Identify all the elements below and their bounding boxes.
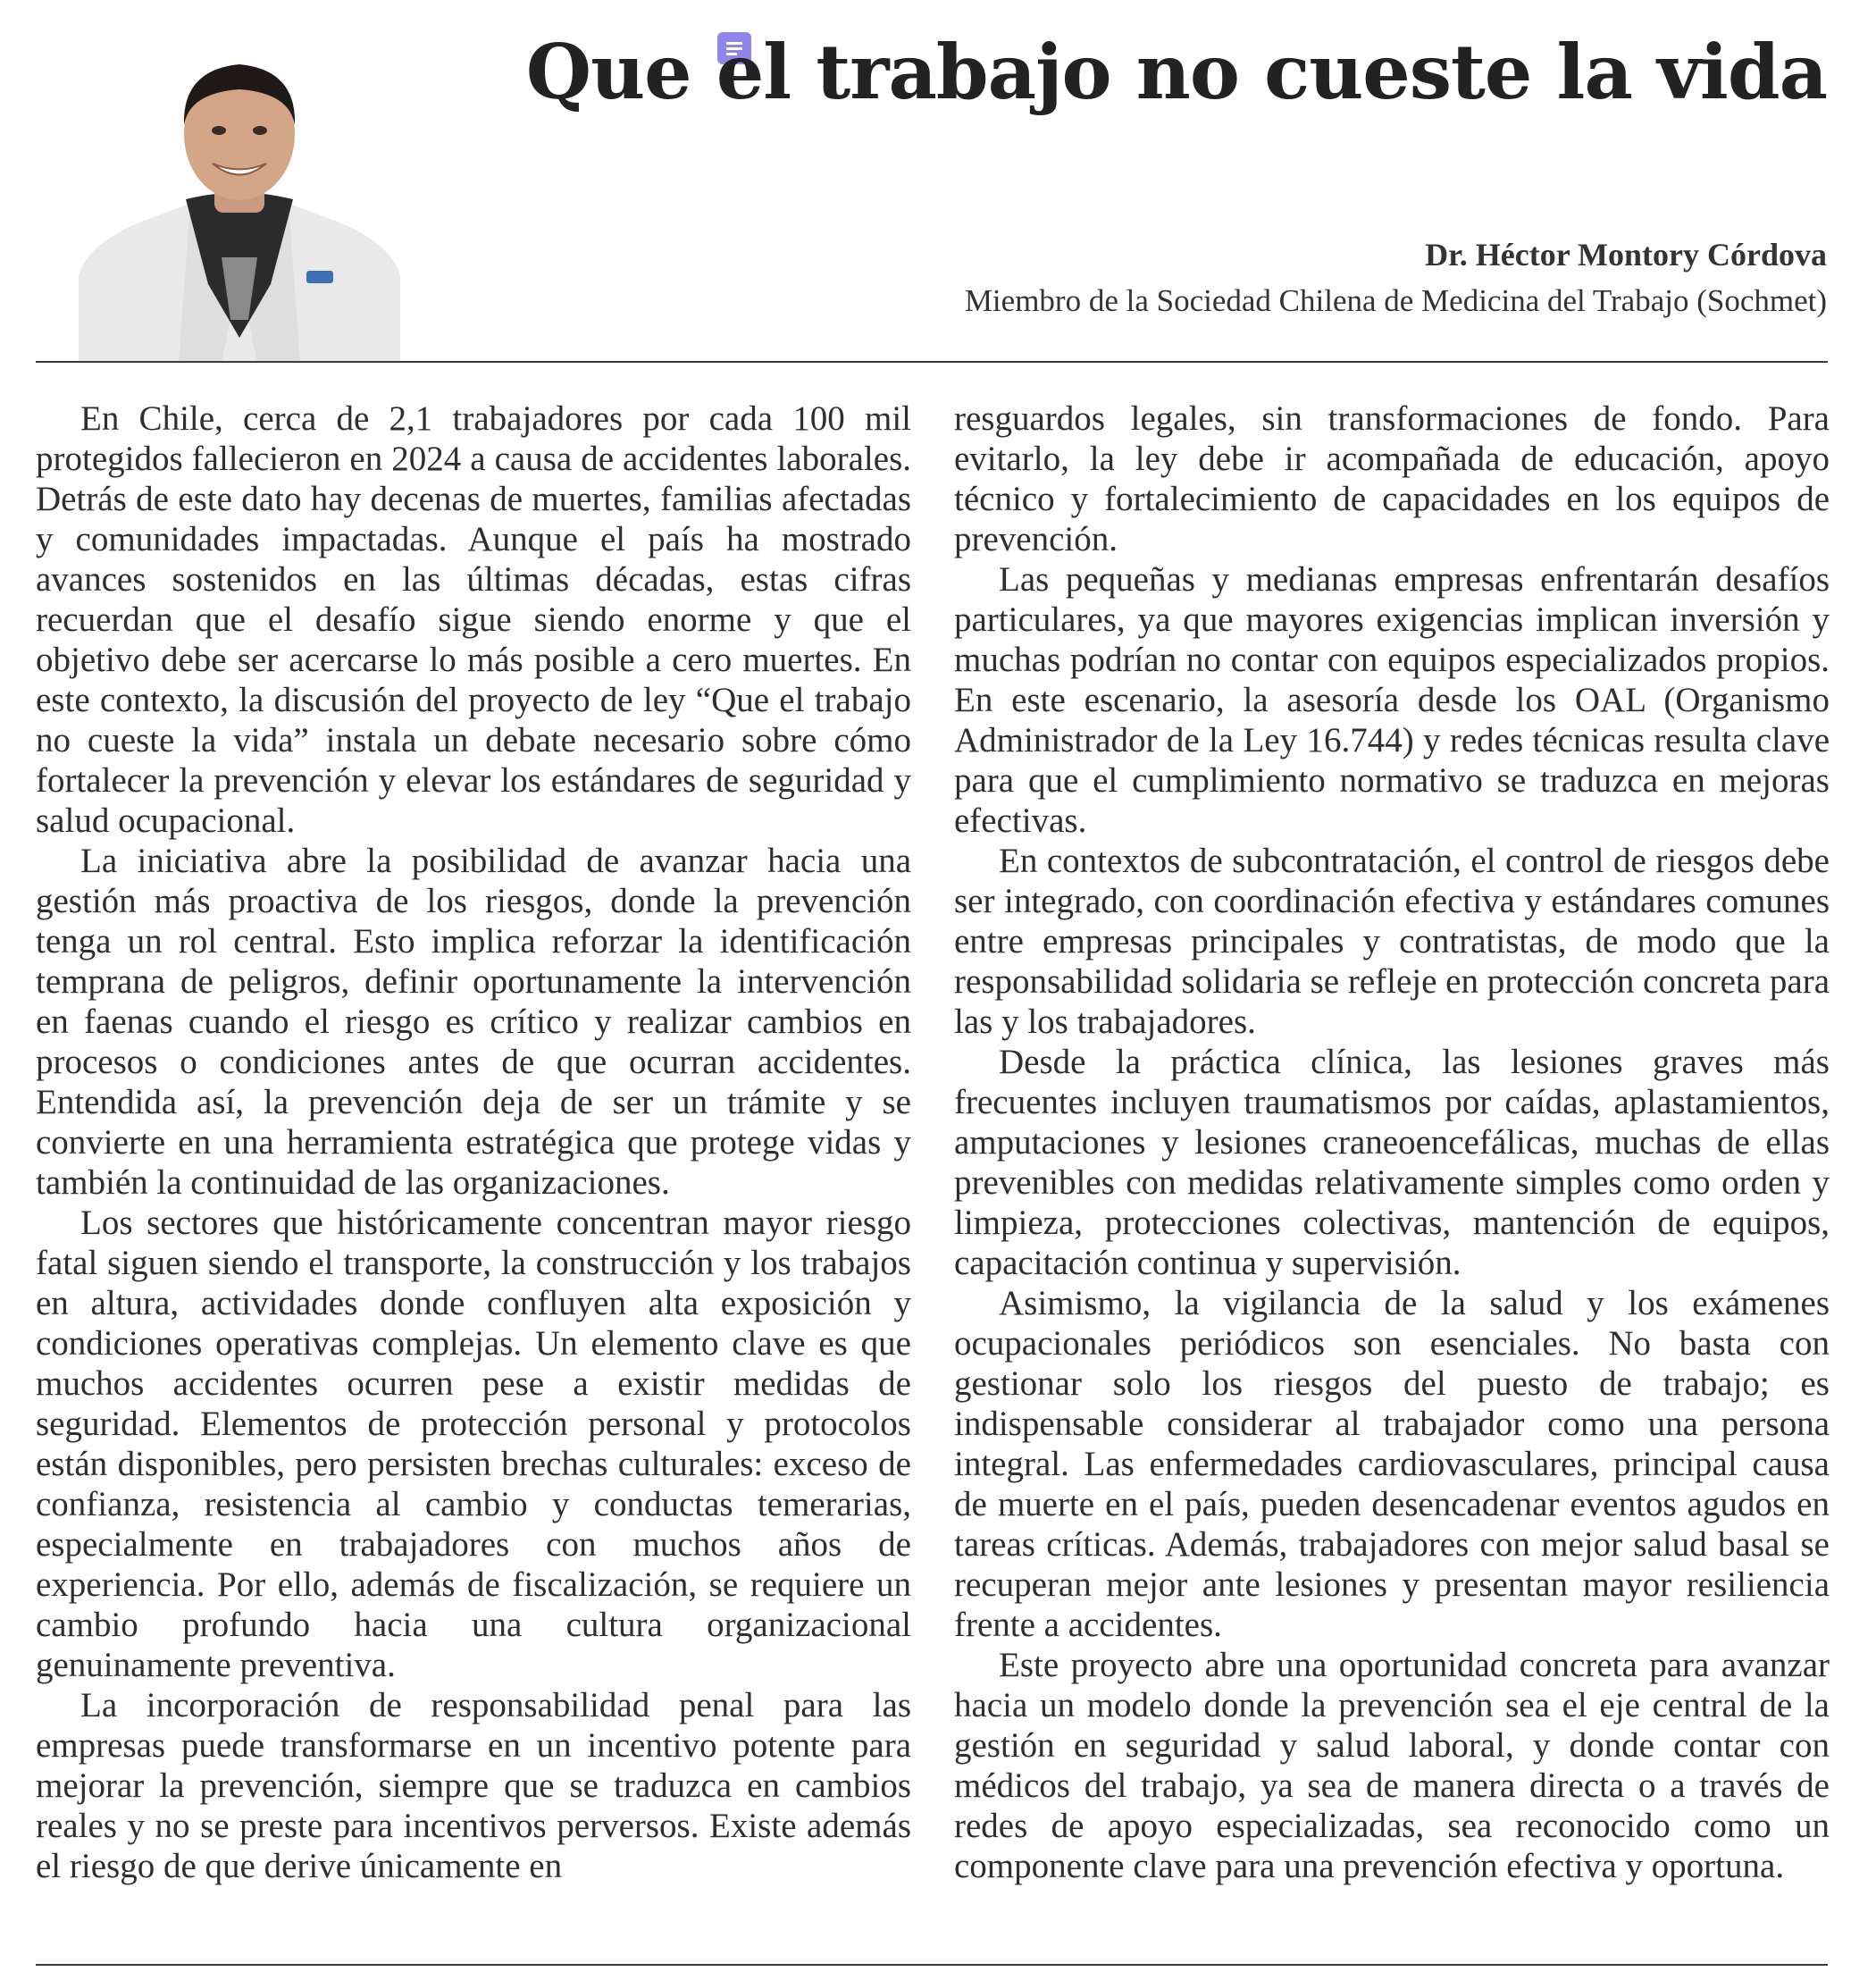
left-column <box>36 399 911 1886</box>
paragraph: Desde la práctica clínica, las lesiones graves más frecuentes incluyen traumatismos por caídas, aplastamientos, amputaciones y lesiones craneoencefálicas, muchas de ellas prevenibles con medidas relativamente simples como orden y limpieza, protecciones colectivas, mantención de equipos, capacitación continua y supervisión. <box>954 1043 1830 1282</box>
author-name: Dr. Héctor Montory Córdova <box>1425 237 1827 273</box>
right-column <box>954 399 1830 1886</box>
paragraph: Los sectores que históricamente concentran mayor riesgo fatal siguen siendo el transporte, la construcción y los trabajos en altura, actividades donde confluyen alta exposición y condiciones operativas complejas. Un elemento clave es que muchos accidentes ocurren pese a existir medidas de seguridad. Elementos de protección personal y protocolos están disponibles, pero persisten brechas culturales: exceso de confianza, resistencia al cambio y conductas temerarias, especialmente en trabajadores con muchos años de experiencia. Por ello, además de fiscalización, se requiere un cambio profundo hacia una cultura organizacional genuinamente preventiva. <box>36 1204 911 1684</box>
top-divider <box>36 361 1828 363</box>
paragraph: Las pequeñas y medianas empresas enfrentarán desafíos particulares, ya que mayores exigencias implican inversión y muchas podrían no contar con equipos especializados propios. En este escenario, la asesoría desde los OAL (Organismo Administrador de la Ley 16.744) y redes técnicas resulta clave para que el cumplimiento normativo se traduzca en mejoras efectivas. <box>954 560 1830 840</box>
paragraph: En contextos de subcontratación, el control de riesgos debe ser integrado, con coordinación efectiva y estándares comunes entre empresas principales y contratistas, de modo que la responsabilidad solidaria se refleje en protección concreta para las y los trabajadores. <box>954 842 1830 1041</box>
paragraph: La incorporación de responsabilidad penal para las empresas puede transformarse en un incentivo potente para mejorar la prevención, siempre que se traduzca en cambios reales y no se preste para incentivos perversos. Existe además el riesgo de que derive únicamente en <box>36 1686 911 1885</box>
article-title: Que el trabajo no cueste la vida <box>525 28 1827 116</box>
author-affiliation: Miembro de la Sociedad Chilena de Medicina del Trabajo (Sochmet) <box>964 283 1827 318</box>
paragraph-continued: resguardos legales, sin transformaciones de fondo. Para evitarlo, la ley debe ir acompañada de educación, apoyo técnico y fortalecimiento de capacidades en los equipos de prevención. <box>954 399 1830 558</box>
author-portrait-icon <box>79 52 400 363</box>
author-photo <box>79 52 400 363</box>
bottom-divider <box>36 1964 1828 1966</box>
paragraph: Este proyecto abre una oportunidad concreta para avanzar hacia un modelo donde la prevención sea el eje central de la gestión en seguridad y salud laboral, y donde contar con médicos del trabajo, ya sea de manera directa o a través de redes de apoyo especializadas, sea reconocido como un componente clave para una prevención efectiva y oportuna. <box>954 1646 1830 1885</box>
paragraph: La iniciativa abre la posibilidad de avanzar hacia una gestión más proactiva de los riesgos, donde la prevención tenga un rol central. Esto implica reforzar la identificación temprana de peligros, definir oportunamente la intervención en faenas cuando el riesgo es crítico y realizar cambios en procesos o condiciones antes de que ocurran accidentes. Entendida así, la prevención deja de ser un trámite y se convierte en una herramienta estratégica que protege vidas y también la continuidad de las organizaciones. <box>36 842 911 1202</box>
paragraph: Asimismo, la vigilancia de la salud y los exámenes ocupacionales periódicos son esenciales. No basta con gestionar solo los riesgos del puesto de trabajo; es indispensable considerar al trabajador como una persona integral. Las enfermedades cardiovasculares, principal causa de muerte en el país, pueden desencadenar eventos agudos en tareas críticas. Además, trabajadores con mejor salud basal se recuperan mejor ante lesiones y presentan mayor resiliencia frente a accidentes. <box>954 1284 1830 1644</box>
paragraph: En Chile, cerca de 2,1 trabajadores por cada 100 mil protegidos fallecieron en 2024 a causa de accidentes laborales. Detrás de este dato hay decenas de muertes, familias afectadas y comunidades impactadas. Aunque el país ha mostrado avances sostenidos en las últimas décadas, estas cifras recuerdan que el desafío sigue siendo enorme y que el objetivo debe ser acercarse lo más posible a cero muertes. En este contexto, la discusión del proyecto de ley “Que el trabajo no cueste la vida” instala un debate necesario sobre cómo fortalecer la prevención y elevar los estándares de seguridad y salud ocupacional. <box>36 399 911 840</box>
